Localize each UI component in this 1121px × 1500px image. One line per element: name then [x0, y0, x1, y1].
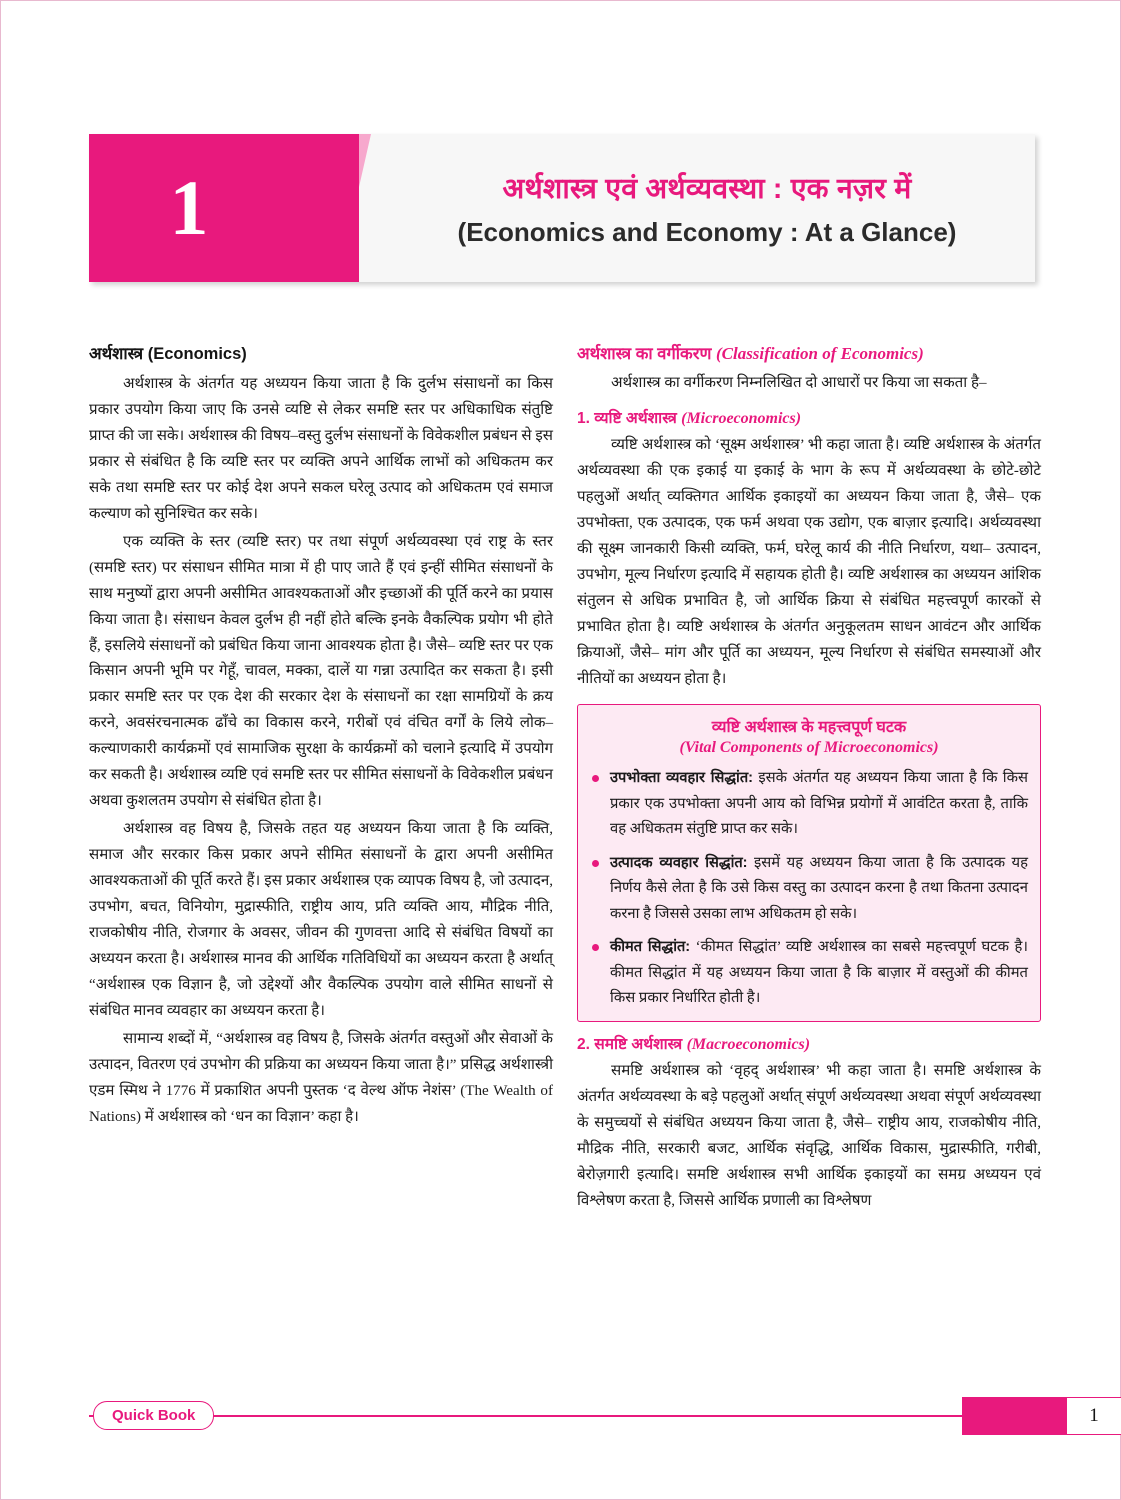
- chapter-banner: [89, 134, 1035, 282]
- subheading-microeconomics: [577, 406, 1041, 428]
- list-item-text: इसमें यह अध्ययन किया जाता है कि उत्पादक यह निर्णय कैसे लेता है कि उसे किस वस्तु का उत्पादन करना है तथा कितना उत्पादन करना है जिससे उसका लाभ अधिकतम हो सके।: [610, 854, 1028, 922]
- list-item: [590, 851, 1028, 927]
- list-item: [590, 766, 1028, 842]
- paragraph: समष्टि अर्थशास्त्र को ‘वृहद् अर्थशास्त्र’ भी कहा जाता है। समष्टि अर्थशास्त्र के अंतर्गत अर्थव्यवस्था के बड़े पहलुओं अर्थात् संपूर्ण अर्थव्यवस्था अथवा संपूर्ण अर्थव्यवस्था के समुच्चयों से संबंधित अध्ययन किया जाता है, जैसे– राष्ट्रीय आय, राजकोषीय नीति, मौद्रिक नीति, सरकारी बजट, आर्थिक संवृद्धि, आर्थिक विकास, मुद्रास्फीति, गरीबी, बेरोज़गारी इत्यादि। समष्टि अर्थशास्त्र सभी आर्थिक इकाइयों का समग्र अध्ययन एवं विश्लेषण करता है, जिससे आर्थिक प्रणाली का विश्लेषण: [577, 1063, 1041, 1210]
- section-heading-classification-hindi: अर्थशास्त्र का वर्गीकरण: [577, 345, 712, 363]
- vital-components-list: [590, 766, 1028, 1011]
- footer-divider: [89, 1415, 1041, 1417]
- subheading-macroeconomics-hindi: 2. समष्टि अर्थशास्त्र: [577, 1036, 683, 1054]
- subheading-microeconomics-english: (Microeconomics): [681, 409, 802, 427]
- paragraph: व्यष्टि अर्थशास्त्र को ‘सूक्ष्म अर्थशास्त्र’ भी कहा जाता है। व्यष्टि अर्थशास्त्र के अंतर्गत अर्थव्यवस्था की एक इकाई या इकाई के भाग के रूप में अर्थव्यवस्था के छोटे-छोटे पहलुओं अर्थात् व्यक्तिगत आर्थिक इकाइयों का अध्ययन किया जाता है, जैसे– एक उपभोक्ता, एक उत्पादक, एक फर्म अथवा एक उद्योग, एक बाज़ार इत्यादि। अर्थव्यवस्था की सूक्ष्म जानकारी किसी व्यक्ति, फर्म, घरेलू कार्य की नीति निर्धारण, यथा– उत्पादन, उपभोग, मूल्य निर्धारण इत्यादि में सहायक होती है। व्यष्टि अर्थशास्त्र का अध्ययन आंशिक संतुलन से अधिक प्रभावित है, जो आर्थिक क्रिया से संबंधित महत्त्वपूर्ण कारकों से प्रभावित होता है। व्यष्टि अर्थशास्त्र के अंतर्गत अनुकूलतम साधन आवंटन और आर्थिक क्रियाओं, जैसे– मांग और पूर्ति का अध्ययन, मूल्य निर्धारण से संबंधित समस्याओं और नीतियों का अध्ययन होता है।: [577, 436, 1041, 687]
- chapter-title-block: [379, 134, 1035, 282]
- left-column: [89, 341, 553, 1217]
- vital-components-box: [577, 704, 1041, 1022]
- section-heading-classification-english: (Classification of Economics): [715, 344, 924, 363]
- section-heading-classification: [577, 341, 1041, 364]
- right-column: [577, 341, 1041, 1217]
- vital-box-title-english: (Vital Components of Microeconomics): [679, 739, 939, 757]
- page-footer: [1, 1405, 1121, 1461]
- paragraph: अर्थशास्त्र वह विषय है, जिसके तहत यह अध्ययन किया जाता है कि व्यक्ति, समाज और सरकार किस प्रकार अपने सीमित संसाधनों के द्वारा अपनी असीमित आवश्यकताओं की पूर्ति करते हैं। इस प्रकार अर्थशास्त्र एक व्यापक विषय है, जो उत्पादन, उपभोग, बचत, विनियोग, मुद्रास्फीति, राष्ट्रीय आय, प्रति व्यक्ति आय, मौद्रिक नीति, राजकोषीय नीति, रोजगार के अवसर, जीवन की गुणवत्ता आदि से संबंधित विषयों का अध्ययन करता है। अर्थशास्त्र मानव की आर्थिक गतिविधियों का अध्ययन करता है अर्थात् “अर्थशास्त्र एक विज्ञान है, जो उद्देश्यों और वैकल्पिक उपयोग वाले सीमित साधनों से संबंधित मानव व्यवहार का अध्ययन करता है।: [89, 821, 553, 1019]
- page-content: [89, 341, 1041, 1217]
- chapter-title-english: (Economics and Economy : At a Glance): [457, 216, 957, 247]
- brand-badge: Quick Book: [93, 1401, 214, 1430]
- page-number: 1: [1066, 1397, 1121, 1435]
- list-item-text: ‘कीमत सिद्धांत’ व्यष्टि अर्थशास्त्र का सबसे महत्त्वपूर्ण घटक है। कीमत सिद्धांत में यह अध्ययन किया जाता है कि बाज़ार में वस्तुओं की कीमत किस प्रकार निर्धारित होती है।: [610, 939, 1028, 1006]
- paragraph: अर्थशास्त्र के अंतर्गत यह अध्ययन किया जाता है कि दुर्लभ संसाधनों का किस प्रकार उपयोग किया जाए कि उनसे व्यष्टि से लेकर समष्टि स्तर पर अधिकाधिक संतुष्टि प्राप्त की जा सके। अर्थशास्त्र की विषय–वस्तु दुर्लभ संसाधनों के विवेकशील प्रबंधन से इस प्रकार से संबंधित है कि व्यष्टि स्तर पर व्यक्ति अपने आर्थिक लाभों को अधिकतम कर सके तथा समष्टि स्तर पर कोई देश अपने सकल घरेलू उत्पाद को अधिकतम एवं समाज कल्याण को सुनिश्चित कर सके।: [89, 376, 553, 522]
- vital-box-title-hindi: व्यष्टि अर्थशास्त्र के महत्त्वपूर्ण घटक: [711, 719, 907, 737]
- chapter-number: 1: [169, 164, 209, 251]
- paragraph: अर्थशास्त्र का वर्गीकरण निम्नलिखित दो आधारों पर किया जा सकता है–: [611, 375, 987, 391]
- section-heading-economics: अर्थशास्त्र (Economics): [89, 345, 247, 363]
- list-item-term: कीमत सिद्धांत:: [610, 939, 691, 956]
- paragraph: सामान्य शब्दों में, “अर्थशास्त्र वह विषय है, जिसके अंतर्गत वस्तुओं और सेवाओं के उत्पादन, वितरण एवं उपभोग की प्रक्रिया का अध्ययन किया जाता है।” प्रसिद्ध अर्थशास्त्री एडम स्मिथ ने 1776 में प्रकाशित अपनी पुस्तक ‘द वेल्थ ऑफ नेशंस’ (The Wealth of Nations) में अर्थशास्त्र को ‘धन का विज्ञान’ कहा है।: [89, 1030, 553, 1125]
- subheading-microeconomics-hindi: 1. व्यष्टि अर्थशास्त्र: [577, 409, 677, 427]
- list-item-term: उत्पादक व्यवहार सिद्धांत:: [610, 854, 748, 871]
- chapter-title-hindi: अर्थशास्त्र एवं अर्थव्यवस्था : एक नज़र में: [502, 172, 912, 205]
- subheading-macroeconomics-english: (Macroeconomics): [686, 1036, 811, 1054]
- chapter-header: [89, 134, 1035, 282]
- list-item-text: इसके अंतर्गत यह अध्ययन किया जाता है कि किस प्रकार एक उपभोक्ता अपनी आय को विभिन्न प्रयोगों में आवंटित करता है, ताकि वह अधिकतम संतुष्टि प्राप्त कर सके।: [610, 770, 1029, 838]
- list-item-term: उपभोक्ता व्यवहार सिद्धांत:: [610, 770, 754, 787]
- list-item: [590, 935, 1028, 1011]
- paragraph: एक व्यक्ति के स्तर (व्यष्टि स्तर) पर तथा संपूर्ण अर्थव्यवस्था एवं राष्ट्र के स्तर (समष्टि स्तर) पर संसाधन सीमित मात्रा में ही पाए जाते हैं एवं इन्हीं सीमित संसाधनों के साथ मनुष्यों द्वारा अपनी असीमित आवश्यकताओं और इच्छाओं की पूर्ति करने का प्रयास किया जाता है। संसाधन केवल दुर्लभ ही नहीं होते बल्कि इनके वैकल्पिक प्रयोग भी होते हैं, इसलिये संसाधनों को प्रबंधित किया जाना आवश्यक होता है। जैसे– व्यष्टि स्तर पर एक किसान अपनी भूमि पर गेहूँ, चावल, मक्का, दालें या गन्ना उत्पादित कर सकता है। इसी प्रकार समष्टि स्तर पर एक देश की सरकार देश के संसाधनों का रक्षा सामग्रियों के क्रय करने, अवसंरचनात्मक ढाँचे का विकास करने, गरीबों एवं वंचित वर्गों के लिये लोक–कल्याणकारी कार्यक्रमों एवं सामाजिक सुरक्षा के कार्यक्रमों को चलाने इत्यादि में उपयोग कर सकती है। अर्थशास्त्र व्यष्टि एवं समष्टि स्तर पर सीमित संसाधनों के विवेकशील प्रबंधन अथवा कुशलतम उपयोग से संबंधित होता है।: [89, 533, 553, 810]
- subheading-macroeconomics: [577, 1032, 1041, 1054]
